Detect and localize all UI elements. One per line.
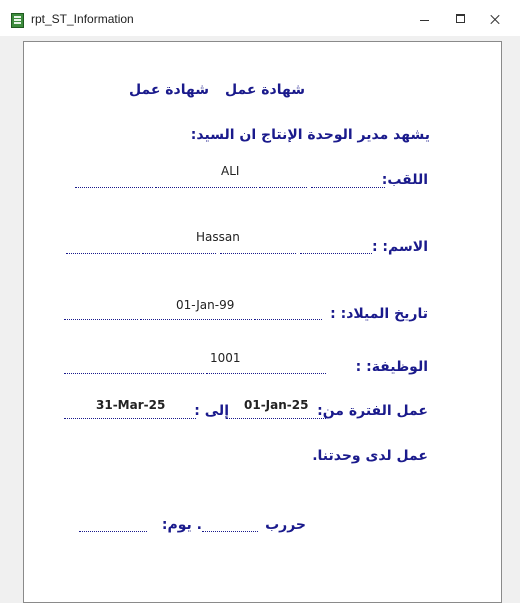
dotted-line: [66, 253, 140, 254]
dotted-line: [79, 531, 147, 532]
report-icon: [11, 13, 24, 28]
name-label: الاسم: :: [371, 239, 428, 255]
dotted-line: [311, 187, 385, 188]
period-to-label: إلى :: [194, 403, 229, 419]
dotted-line: [155, 187, 257, 188]
dotted-line: [75, 187, 153, 188]
written-at-label: حررب: [265, 517, 306, 533]
dotted-line: [64, 373, 204, 374]
job-label: الوظيفة: :: [355, 359, 428, 375]
dotted-line: [254, 319, 322, 320]
surname-label: اللقب:: [381, 172, 428, 188]
dotted-line: [300, 253, 372, 254]
dotted-line: [140, 319, 252, 320]
dotted-line: [226, 418, 326, 419]
period-to-value: 31-Mar-25: [96, 398, 166, 412]
minimize-button[interactable]: [414, 8, 438, 28]
closing-text: عمل لدى وحدتنا.: [312, 448, 428, 464]
intro-text: يشهد مدير الوحدة الإنتاج ان السيد:: [190, 127, 430, 143]
report-page: [23, 41, 502, 603]
restore-button[interactable]: [449, 8, 473, 28]
surname-value: ALI: [221, 164, 240, 178]
dotted-line: [64, 319, 138, 320]
dotted-line: [220, 253, 296, 254]
dotted-line: [64, 418, 196, 419]
birth-date-value: 01-Jan-99: [176, 298, 235, 312]
name-value: Hassan: [196, 230, 240, 244]
period-from-value: 01-Jan-25: [244, 398, 309, 412]
window-titlebar[interactable]: [0, 0, 520, 36]
dotted-line: [259, 187, 307, 188]
job-value: 1001: [210, 351, 241, 365]
report-title-right: شهادة عمل: [224, 82, 305, 98]
day-label: . يوم:: [161, 517, 202, 533]
window-title: rpt_ST_Information: [31, 12, 134, 26]
period-label: عمل الفترة من:: [317, 403, 428, 419]
birth-date-label: تاريخ الميلاد: :: [330, 306, 428, 322]
dotted-line: [142, 253, 216, 254]
report-title-left: شهادة عمل: [128, 82, 209, 98]
close-button[interactable]: [484, 8, 508, 28]
dotted-line: [206, 373, 326, 374]
dotted-line: [202, 531, 258, 532]
